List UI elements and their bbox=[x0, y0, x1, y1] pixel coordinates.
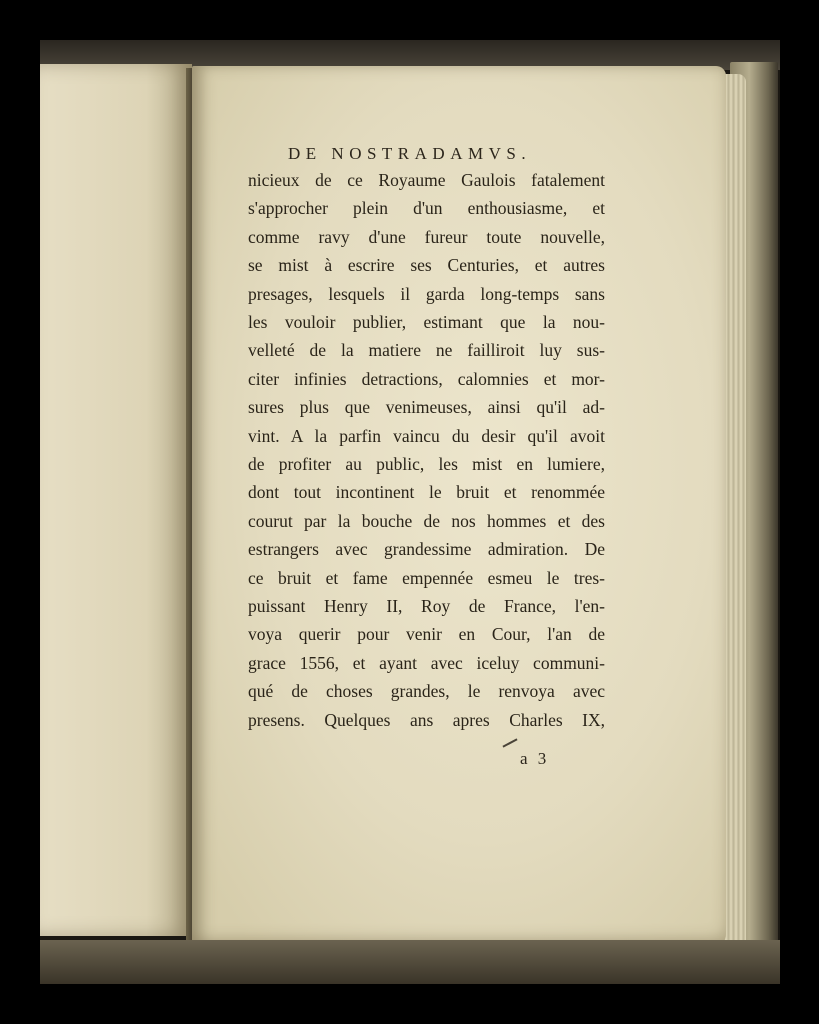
text-line: voya querir pour venir en Cour, l'an de bbox=[248, 624, 605, 645]
text-line: sures plus que venimeuses, ainsi qu'il ad- bbox=[248, 397, 605, 418]
text-line: qué de choses grandes, le renvoya avec bbox=[248, 681, 605, 702]
left-page bbox=[40, 64, 192, 936]
text-line: comme ravy d'une fureur toute nouvelle, bbox=[248, 226, 605, 247]
text-line: velleté de la matiere ne failliroit luy sus- bbox=[248, 340, 605, 361]
text-line: dont tout incontinent le bruit et renommée bbox=[248, 482, 605, 503]
scan-frame bbox=[40, 40, 780, 984]
signature-mark: a 3 bbox=[520, 749, 550, 768]
text-line: estrangers avec grandessime admiration. De bbox=[248, 539, 605, 560]
text-line: courut par la bouche de nos hommes et des bbox=[248, 510, 605, 531]
right-page bbox=[192, 66, 726, 948]
running-head: DE NOSTRADAMVS. bbox=[288, 144, 532, 163]
text-line: ce bruit et fame empennée esmeu le tres- bbox=[248, 567, 605, 588]
text-line: de profiter au public, les mist en lumiere, bbox=[248, 454, 605, 474]
binding-bottom-edge bbox=[40, 940, 780, 984]
pencil-mark bbox=[502, 738, 517, 747]
text-line: presages, lesquels il garda long-temps sans bbox=[248, 283, 605, 304]
text-line: vint. A la parfin vaincu du desir qu'il avoit bbox=[248, 425, 605, 446]
text-line: s'approcher plein d'un enthousiasme, et bbox=[248, 198, 605, 219]
text-line: presens. Quelques ans apres Charles IX, bbox=[248, 709, 605, 730]
text-line: nicieux de ce Royaume Gaulois fatalement bbox=[248, 170, 605, 190]
text-line: puissant Henry II, Roy de France, l'en- bbox=[248, 596, 605, 616]
text-line: se mist à escrire ses Centuries, et autres bbox=[248, 255, 605, 276]
text-line: citer infinies detractions, calomnies et mor- bbox=[248, 368, 605, 389]
text-line: grace 1556, et ayant avec iceluy communi- bbox=[248, 652, 605, 673]
text-line: les vouloir publier, estimant que la nou- bbox=[248, 312, 605, 332]
